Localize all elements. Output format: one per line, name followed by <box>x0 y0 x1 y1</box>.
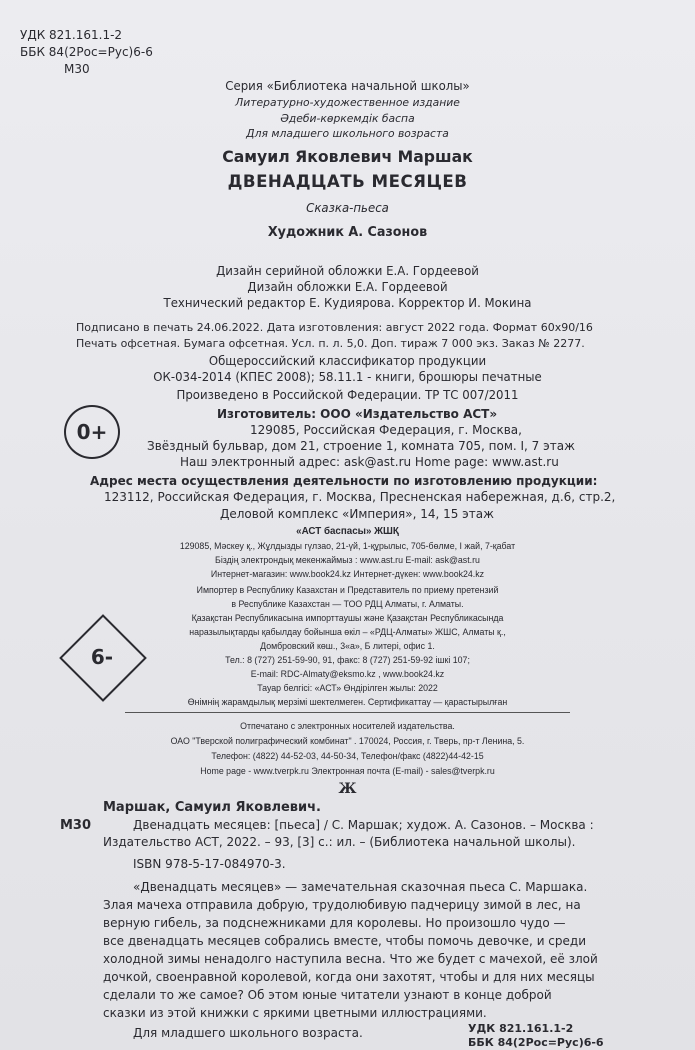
print-info-line2: Печать офсетная. Бумага офсетная. Усл. п. л. 5,0. Доп. тираж 7 000 экз. Заказ № 2277. <box>76 337 585 350</box>
production-address2: Деловой комплекс «Империя», 14, 15 этаж <box>220 507 494 521</box>
classifier-title: Общероссийский классификатор продукции <box>208 354 487 368</box>
annotation-age: Для младшего школьного возраста. <box>133 1026 363 1040</box>
series-name: Серия «Библиотека начальной школы» <box>225 79 470 93</box>
credit-editors: Технический редактор Е. Кудиярова. Корректор И. Мокина <box>163 296 532 310</box>
manufacturer-address2: Звёздный бульвар, дом 21, строение 1, комната 705, пом. I, 7 этаж <box>147 439 575 453</box>
classifier-code: ОК-034-2014 (КПЕС 2008); 58.11.1 - книги, брошюры печатные <box>153 370 542 384</box>
kz-shop: Интернет-магазин: www.book24.kz Интернет-дүкен: www.book24.kz <box>210 569 485 579</box>
manufacturer-address1: 129085, Российская Федерация, г. Москва, <box>250 423 522 437</box>
printer-phone: Телефон: (4822) 44-52-03, 44-50-34, Телефон/факс (4822)44-42-15 <box>211 751 484 761</box>
production-address-title: Адрес места осуществления деятельности по изготовлению продукции: <box>90 474 598 488</box>
edition-type-ru: Литературно-художественное издание <box>235 96 460 109</box>
book-title: ДВЕНАДЦАТЬ МЕСЯЦЕВ <box>227 172 468 192</box>
kz-importer-line1: Қазақстан Республикасына импорттаушы және Қазақстан Республикасында <box>191 613 504 623</box>
annotation-line5: холодной зимы ненадолго наступила весна. Что же будет с мачехой, её злой <box>103 952 598 966</box>
printer-logo-icon: Ж <box>338 781 357 797</box>
kz-rdc-email: E-mail: RDC-Almaty@eksmo.kz , www.book24.kz <box>250 669 445 679</box>
kz-email: Біздің электрондық мекенжаймыз : www.ast.ru E-mail: ask@ast.ru <box>215 555 480 565</box>
annotation-line6: дочкой, своенравной королевой, когда они захотят, чтобы и для них месяцы <box>103 970 595 984</box>
book-artist: Художник А. Сазонов <box>267 225 428 240</box>
printer-web: Home page - www.tverpk.ru Электронная почта (E-mail) - sales@tverpk.ru <box>200 766 495 776</box>
author-mark: М30 <box>64 62 90 76</box>
diamond-label: 6- <box>90 645 114 669</box>
footer-udk: УДК 821.161.1-2 <box>468 1022 574 1035</box>
catalog-line2: Издательство АСТ, 2022. – 93, [3] с.: ил. – (Библиотека начальной школы). <box>103 835 576 849</box>
kz-publisher-title: «АСТ баспасы» ЖШҚ <box>296 526 399 537</box>
catalog-code: М30 <box>60 818 92 833</box>
bbk-code: ББК 84(2Рос=Рус)6-6 <box>20 45 153 59</box>
kz-address: 129085, Мәскеу қ., Жұлдызды гүлзао, 21-үй, 1-құрылыс, 705-бөлме, I жай, 7-қабат <box>179 541 516 551</box>
credit-cover: Дизайн обложки Е.А. Гордеевой <box>247 280 448 294</box>
production-address1: 123112, Российская Федерация, г. Москва, Пресненская набережная, д.6, стр.2, <box>104 490 616 504</box>
kz-importer-line2: наразылықтарды қабылдау бойынша өкіл – «РДЦ-Алматы» ЖШС, Алматы қ., <box>189 627 506 637</box>
kz-phone: Тел.: 8 (727) 251-59-90, 91, факс: 8 (727) 251-59-92 ішкі 107; <box>225 655 470 665</box>
age-rating-badge: 0+ <box>64 405 120 459</box>
printer-note: Отпечатано с электронных носителей издательства. <box>240 721 455 731</box>
kz-validity: Өнімнің жарамдылық мерзімі шектелмеген. Сертификаттау — қарастырылған <box>187 697 508 707</box>
age-group: Для младшего школьного возраста <box>246 127 449 140</box>
credit-series-cover: Дизайн серийной обложки Е.А. Гордеевой <box>216 264 479 278</box>
catalog-isbn: ISBN 978-5-17-084970-3. <box>133 857 286 871</box>
annotation-line2: Злая мачеха отправила добрую, трудолюбивую падчерицу зимой в лес, на <box>103 898 581 912</box>
book-genre: Сказка-пьеса <box>306 201 389 215</box>
print-info-line1: Подписано в печать 24.06.2022. Дата изготовления: август 2022 года. Формат 60х90/16 <box>76 321 593 334</box>
printer-address: ОАО "Тверской полиграфический комбинат" . 170024, Россия, г. Тверь, пр-т Ленина, 5. <box>170 736 525 746</box>
annotation-line8: сказки из этой книжки с яркими цветными иллюстрациями. <box>103 1006 487 1020</box>
importer-line1: Импортер в Республику Казахстан и Представитель по приему претензий <box>196 585 499 595</box>
annotation-line7: сделали то же самое? Об этом юные читатели узнают в конце доброй <box>103 988 552 1002</box>
annotation-line1: «Двенадцать месяцев» — замечательная сказочная пьеса С. Маршака. <box>133 880 588 894</box>
kz-trademark: Тауар белгісі: «АСТ» Өндірілген жылы: 2022 <box>257 683 438 693</box>
age-rating-diamond-badge <box>60 615 144 699</box>
edition-type-kz: Әдеби-көркемдік баспа <box>280 112 415 125</box>
udk-code: УДК 821.161.1-2 <box>20 28 123 42</box>
importer-line2: в Республике Казахстан — ТОО РДЦ Алматы, г. Алматы. <box>231 599 464 609</box>
divider <box>125 712 570 713</box>
book-author: Самуил Яковлевич Маршак <box>222 147 473 166</box>
kz-importer-line3: Домбровский көш., 3«а», Б литері, офис 1. <box>260 641 435 651</box>
annotation-line3: верную гибель, за подснежниками для королевы. Но произошло чудо — <box>103 916 566 930</box>
footer-bbk: ББК 84(2Рос=Рус)6-6 <box>468 1036 604 1049</box>
produced-in: Произведено в Российской Федерации. ТР ТС 007/2011 <box>176 388 519 402</box>
annotation-line4: все двенадцать месяцев собрались вместе, чтобы помочь девочке, и среди <box>103 934 586 948</box>
manufacturer-title: Изготовитель: ООО «Издательство АСТ» <box>217 407 498 421</box>
catalog-line1: Двенадцать месяцев: [пьеса] / С. Маршак; худож. А. Сазонов. – Москва : <box>133 818 594 832</box>
manufacturer-contacts: Наш электронный адрес: ask@ast.ru Home page: www.ast.ru <box>180 455 559 469</box>
catalog-author: Маршак, Самуил Яковлевич. <box>103 800 321 815</box>
